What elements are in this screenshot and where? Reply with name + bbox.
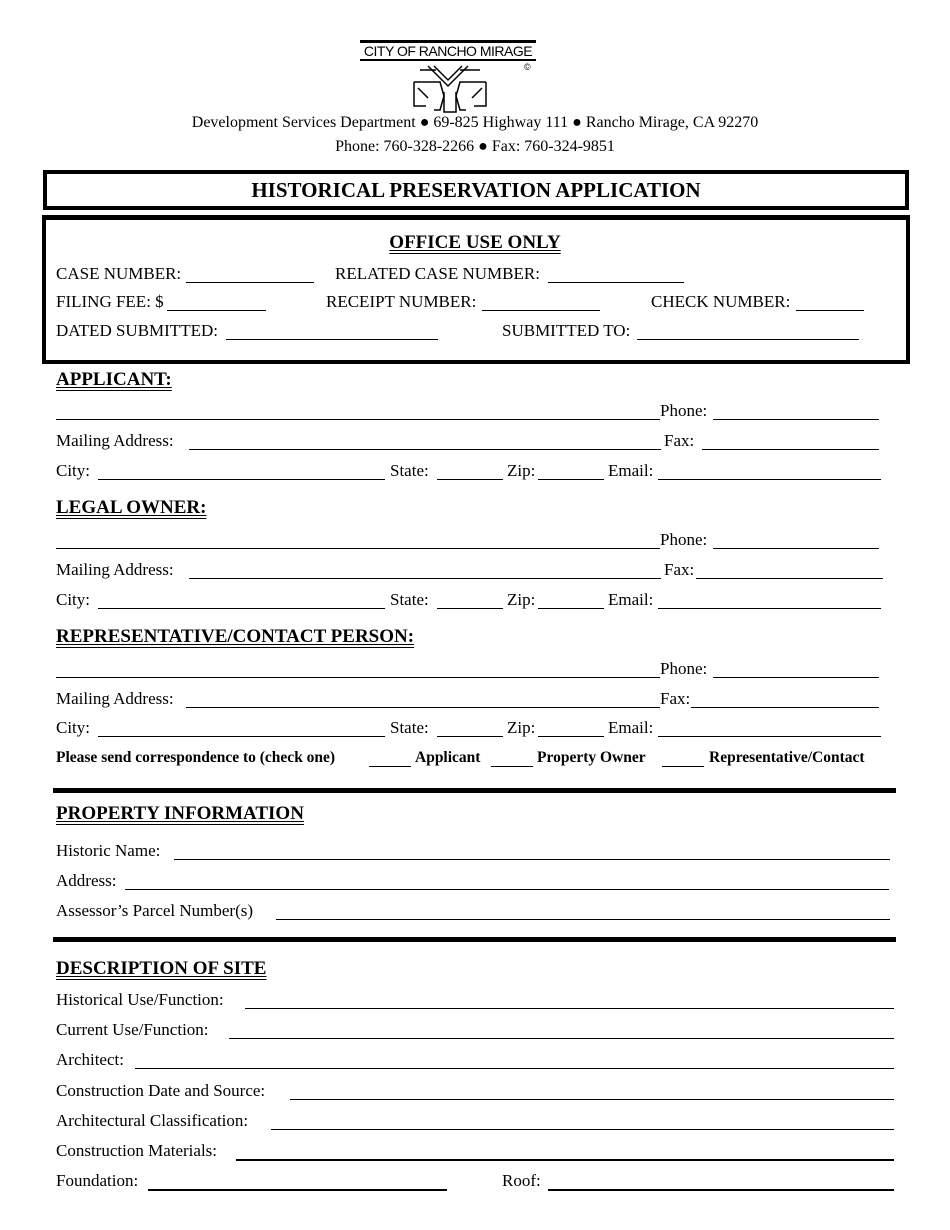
property-address-label: Address: [56, 871, 117, 890]
rep-mailing-field[interactable] [186, 707, 660, 708]
construction-date-label: Construction Date and Source: [56, 1081, 266, 1100]
current-use-label: Current Use/Function: [56, 1020, 209, 1039]
rep-city-label: City: [56, 718, 91, 737]
applicant-zip-label: Zip: [507, 461, 536, 480]
applicant-email-label: Email: [608, 461, 654, 480]
classification-field[interactable] [271, 1129, 894, 1130]
applicant-mailing-label: Mailing Address: [56, 431, 174, 450]
owner-city-field[interactable] [98, 608, 385, 609]
correspondence-option-owner: Property Owner [537, 749, 646, 766]
rep-phone-field[interactable] [713, 677, 879, 678]
office-use-heading: OFFICE USE ONLY [389, 232, 561, 253]
section-divider [53, 788, 896, 793]
owner-mailing-field[interactable] [189, 578, 661, 579]
correspondence-option-representative: Representative/Contact [709, 749, 865, 766]
historical-use-field[interactable] [245, 1008, 894, 1009]
legal-owner-heading: LEGAL OWNER: [56, 497, 207, 518]
rep-fax-label: Fax: [660, 689, 691, 708]
owner-zip-field[interactable] [538, 608, 604, 609]
construction-date-field[interactable] [290, 1099, 894, 1100]
owner-check-blank[interactable] [491, 766, 533, 767]
applicant-fax-field[interactable] [702, 449, 879, 450]
rep-state-label: State: [390, 718, 429, 737]
owner-email-label: Email: [608, 590, 654, 609]
correspondence-prompt: Please send correspondence to (check one) [56, 749, 336, 766]
rep-state-field[interactable] [437, 736, 503, 737]
apn-label: Assessor’s Parcel Number(s) [56, 901, 254, 920]
date-submitted-field[interactable] [226, 339, 438, 340]
owner-fax-field[interactable] [696, 578, 883, 579]
receipt-number-label: RECEIPT NUMBER: [326, 292, 477, 311]
applicant-phone-field[interactable] [713, 419, 879, 420]
historical-use-label: Historical Use/Function: [56, 990, 224, 1009]
applicant-mailing-field[interactable] [189, 449, 661, 450]
owner-phone-field[interactable] [713, 548, 879, 549]
materials-label: Construction Materials: [56, 1141, 218, 1160]
rep-check-blank[interactable] [662, 766, 704, 767]
department-phone-fax: Phone: 760-328-2266 ● Fax: 760-324-9851 [335, 138, 615, 155]
department-address: Development Services Department ● 69-825 Highway 111 ● Rancho Mirage, CA 92270 [191, 114, 759, 131]
representative-heading: REPRESENTATIVE/CONTACT PERSON: [56, 626, 415, 647]
current-use-field[interactable] [229, 1038, 894, 1039]
owner-name-field[interactable] [56, 548, 660, 549]
applicant-city-label: City: [56, 461, 91, 480]
materials-field[interactable] [236, 1159, 894, 1161]
applicant-city-field[interactable] [98, 479, 385, 480]
applicant-zip-field[interactable] [538, 479, 604, 480]
applicant-phone-label: Phone: [660, 401, 708, 420]
submitted-to-label: SUBMITTED TO: [502, 321, 631, 340]
architect-field[interactable] [135, 1068, 894, 1069]
owner-phone-label: Phone: [660, 530, 708, 549]
owner-city-label: City: [56, 590, 91, 609]
related-case-number-label: RELATED CASE NUMBER: [335, 264, 540, 283]
rep-email-field[interactable] [658, 736, 881, 737]
rep-name-field[interactable] [56, 677, 660, 678]
applicant-check-blank[interactable] [369, 766, 411, 767]
submitted-to-field[interactable] [637, 339, 859, 340]
applicant-state-label: State: [390, 461, 429, 480]
roof-field[interactable] [548, 1189, 894, 1191]
property-address-field[interactable] [125, 889, 889, 890]
owner-state-label: State: [390, 590, 429, 609]
owner-zip-label: Zip: [507, 590, 536, 609]
apn-field[interactable] [276, 919, 890, 920]
architect-label: Architect: [56, 1050, 124, 1069]
case-number-field[interactable] [186, 282, 314, 283]
applicant-email-field[interactable] [658, 479, 881, 480]
applicant-state-field[interactable] [437, 479, 503, 480]
rep-fax-field[interactable] [691, 707, 879, 708]
ram-head-emblem-icon [400, 62, 500, 114]
historic-name-label: Historic Name: [56, 841, 161, 860]
filing-fee-label: FILING FEE: $ [56, 292, 164, 311]
related-case-number-field[interactable] [548, 282, 684, 283]
owner-state-field[interactable] [437, 608, 503, 609]
check-number-label: CHECK NUMBER: [651, 292, 791, 311]
property-info-heading: PROPERTY INFORMATION [56, 803, 304, 824]
rep-zip-field[interactable] [538, 736, 604, 737]
owner-email-field[interactable] [658, 608, 881, 609]
rep-email-label: Email: [608, 718, 654, 737]
correspondence-option-applicant: Applicant [415, 749, 481, 766]
rep-city-field[interactable] [98, 736, 385, 737]
filing-fee-field[interactable] [167, 310, 266, 311]
owner-mailing-label: Mailing Address: [56, 560, 174, 579]
city-logo [360, 40, 536, 114]
section-divider [53, 937, 896, 942]
rep-mailing-label: Mailing Address: [56, 689, 174, 708]
check-number-field[interactable] [796, 310, 864, 311]
rep-phone-label: Phone: [660, 659, 708, 678]
foundation-field[interactable] [148, 1189, 447, 1191]
logo-copyright: © [524, 62, 531, 72]
applicant-fax-label: Fax: [664, 431, 695, 450]
case-number-label: CASE NUMBER: [56, 264, 182, 283]
roof-label: Roof: [502, 1171, 541, 1190]
form-title: HISTORICAL PRESERVATION APPLICATION [43, 170, 909, 210]
owner-fax-label: Fax: [664, 560, 695, 579]
historic-name-field[interactable] [174, 859, 890, 860]
logo-name: CITY OF RANCHO MIRAGE [360, 40, 536, 61]
rep-zip-label: Zip: [507, 718, 536, 737]
foundation-label: Foundation: [56, 1171, 139, 1190]
applicant-name-field[interactable] [56, 419, 660, 420]
receipt-number-field[interactable] [482, 310, 600, 311]
applicant-heading: APPLICANT: [56, 369, 172, 390]
classification-label: Architectural Classification: [56, 1111, 249, 1130]
site-description-heading: DESCRIPTION OF SITE [56, 958, 267, 979]
date-submitted-label: DATED SUBMITTED: [56, 321, 218, 340]
